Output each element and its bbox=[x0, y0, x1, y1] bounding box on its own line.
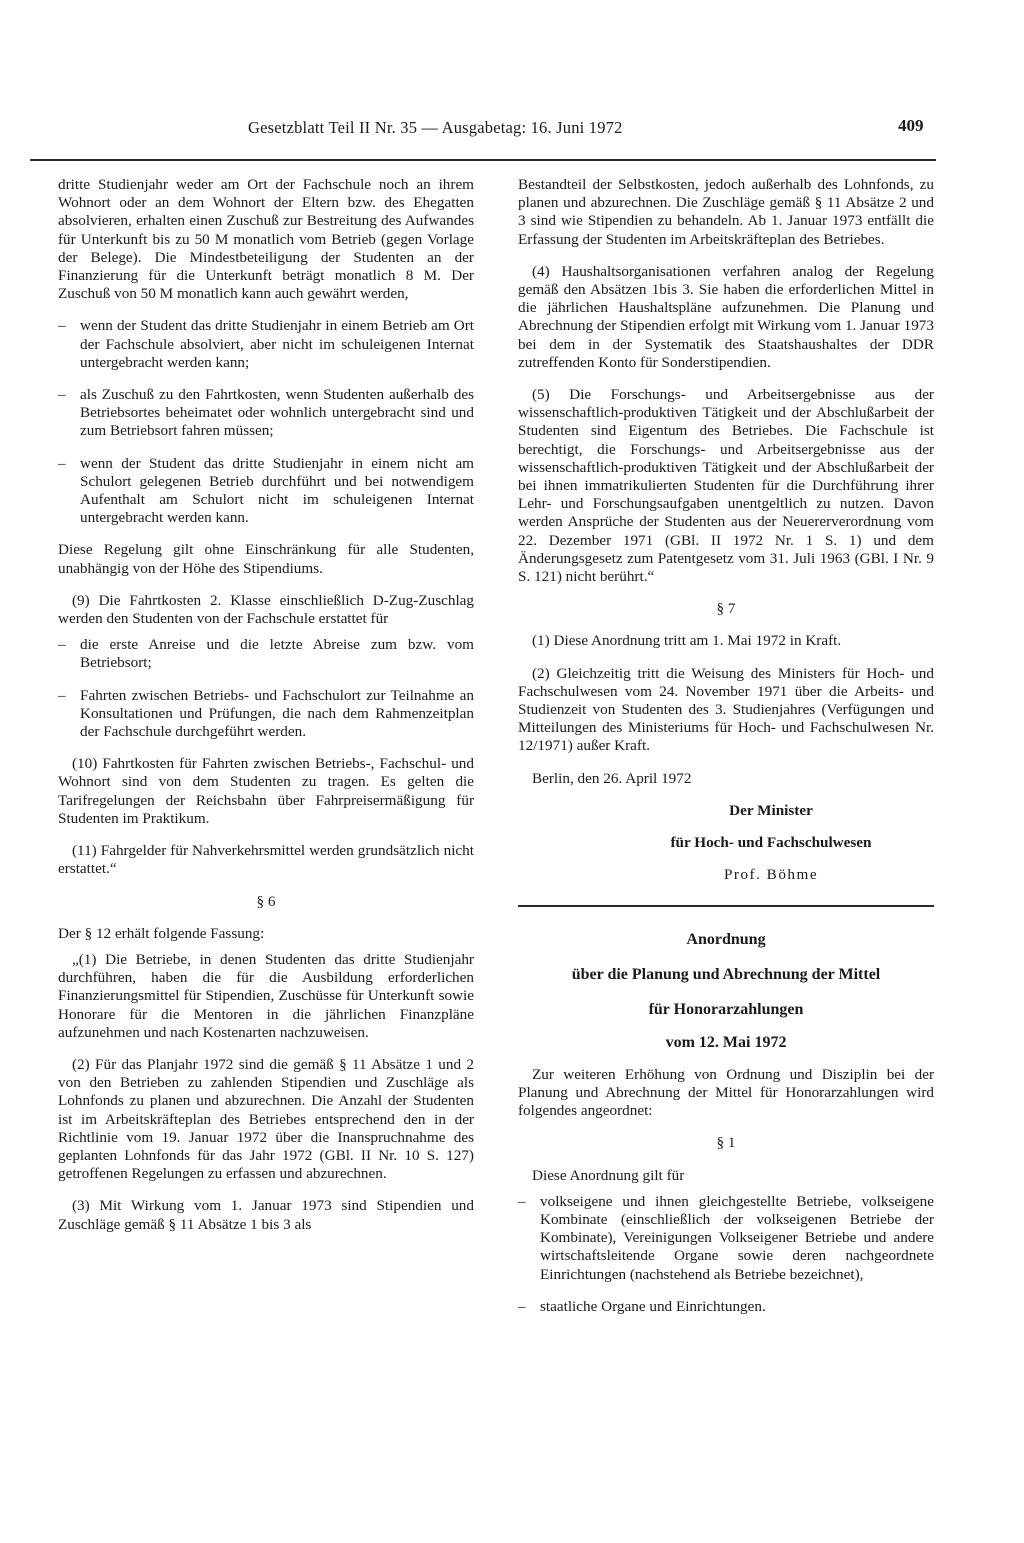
dash-item: – als Zuschuß zu den Fahrtkosten, wenn Studenten außerhalb des Betriebsortes beheimatet oder wohnlich untergebracht sind und zum Betriebsort fahren müssen; bbox=[58, 386, 474, 441]
paragraph: (9) Die Fahrtkosten 2. Klasse einschließlich D-Zug-Zuschlag werden den Studenten von der Fachschule erstattet für bbox=[58, 591, 474, 628]
section-divider bbox=[518, 905, 934, 907]
header-rule bbox=[30, 159, 936, 161]
paragraph: „(1) Die Betriebe, in denen Studenten das dritte Studienjahr durchführen, haben die für die Ausbildung erforderlichen Finanzierungsmittel für Stipendien, Zuschüsse für Unterkunft sowie Honorare für die Mentoren in die jährlichen Finanzpläne aufzunehmen und nach Kostenarten nachzuweisen. bbox=[58, 950, 474, 1041]
paragraph: (1) Diese Anordnung tritt am 1. Mai 1972 in Kraft. bbox=[532, 632, 842, 650]
paragraph: Der § 12 erhält folgende Fassung: bbox=[58, 924, 265, 942]
document-date: vom 12. Mai 1972 bbox=[665, 1033, 787, 1051]
paragraph: (4) Haushaltsorganisationen verfahren analog der Regelung gemäß den Absätzen 1bis 3. Sie haben die erforderlichen Mittel in die jährlichen Haushaltspläne aufzunehmen. Die Planung und Abrechnung der Stipendien erfolgt mit Wirkung vom 1. Januar 1973 bei dem in der Systematik des Staatshaushaltes der DDR zutreffenden Konto für Sonderstipendien. bbox=[518, 262, 934, 371]
dash-item: – volkseigene und ihnen gleichgestellte Betriebe, volkseigene Kombinate (einschließlich der volkseigenen Betriebe der Kombinate), Vereinigungen Volkseigener Betriebe und andere wirtschaftsleitende Organe sowie deren nachgeordnete Einrichtungen (nachstehend als Betriebe bezeichnet), bbox=[518, 1193, 934, 1284]
section-heading: § 7 bbox=[716, 600, 736, 618]
paragraph: Diese Regelung gilt ohne Einschränkung für alle Studenten, unabhängig von der Höhe des Stipendiums. bbox=[58, 541, 474, 577]
paragraph: (2) Gleichzeitig tritt die Weisung des Ministers für Hoch- und Fachschulwesen vom 24. November 1971 über die Arbeits- und Studienzeit von Studenten des 3. Studienjahres (Verfügungen und Mitteilungen des Ministeriums für Hoch- und Fachschulwesen Nr. 12/1971) außer Kraft. bbox=[518, 664, 934, 755]
page-header bbox=[30, 118, 990, 146]
paragraph: Zur weiteren Erhöhung von Ordnung und Disziplin bei der Planung und Abrechnung der Mittel für Honorarzahlungen wird folgendes angeordnet: bbox=[518, 1065, 934, 1120]
paragraph: (2) Für das Planjahr 1972 sind die gemäß § 11 Absätze 1 und 2 von den Betrieben zu zahlenden Stipendien und Zuschläge als Lohnfonds zu planen und abzurechnen. Die Anzahl der Studenten ist im Arbeitskräfteplan des Betriebes entsprechend den in der Richtlinie vom 19. Januar 1972 über die Inanspruchnahme des geplanten Lohnfonds für das Jahr 1972 (GBl. II Nr. 10 S. 127) getroffenen Regelungen zu erfassen und abzurechnen. bbox=[58, 1055, 474, 1183]
paragraph: (3) Mit Wirkung vom 1. Januar 1973 sind Stipendien und Zuschläge gemäß § 11 Absätze 1 bis 3 als bbox=[58, 1197, 474, 1233]
paragraph: Diese Anordnung gilt für bbox=[532, 1166, 685, 1184]
section-heading: § 6 bbox=[256, 892, 276, 910]
left-column bbox=[58, 176, 474, 1248]
paragraph: (5) Die Forschungs- und Arbeitsergebnisse aus der wissenschaftlich-produktiven Tätigkeit und der Abschlußarbeit der Studenten sind Eigentum des Betriebes. Die Fachschule ist berechtigt, die Forschungs- und Arbeitsergebnisse aus der wissenschaftlich-produktiven Tätigkeit und der Abschlußarbeit der bei ihnen immatrikulierten Studenten für die Durchführung ihrer Lehr- und Forschungsaufgaben unentgeltlich zu nutzen. Davon werden Ansprüche der Studenten aus der Neuererverordnung vom 22. Dezember 1971 (GBl. II 1972 Nr. 1 S. 1) und dem Änderungsgesetz zum Patentgesetz vom 31. Juli 1963 (GBl. I Nr. 9 S. 121) nicht berührt.“ bbox=[518, 386, 934, 586]
paragraph: (10) Fahrtkosten für Fahrten zwischen Betriebs-, Fachschul- und Wohnort sind von dem Studenten zu tragen. Es gelten die Tarifregelungen der Reichsbahn über Fahrpreisermäßigung für Studenten im Praktikum. bbox=[58, 755, 474, 827]
document-heading: über die Planung und Abrechnung der Mittel bbox=[571, 965, 881, 983]
date-line: Berlin, den 26. April 1972 bbox=[532, 769, 692, 787]
dash-item: – die erste Anreise und die letzte Abreise zum bzw. vom Betriebsort; bbox=[58, 636, 474, 672]
paragraph: dritte Studienjahr weder am Ort der Fachschule noch an ihrem Wohnort oder an dem Wohnort der Eltern bzw. des Ehegatten absolvieren, erhalten einen Zuschuß zur Bestreitung des Aufwandes für Unterkunft bis zu 50 M monatlich vom Betrieb (gegen Vorlage der Belege). Die Mindestbeteiligung der Studenten an der Finanzierung für die Unterkunft beträgt monatlich 8 M. Der Zuschuß von 50 M monatlich kann auch gewährt werden, bbox=[58, 176, 474, 303]
dash-item: – wenn der Student das dritte Studienjahr in einem nicht am Schulort gelegenen Betrieb durchführt und bei notwendigem Aufenthalt am Schulort nicht im schuleigenen Internat untergebracht werden kann. bbox=[58, 455, 474, 528]
signature-ministry: für Hoch- und Fachschulwesen bbox=[670, 834, 872, 852]
paragraph: Bestandteil der Selbstkosten, jedoch außerhalb des Lohnfonds, zu planen und abzurechnen. Die Zuschläge gemäß § 11 Absätze 2 und 3 sind wie Stipendien zu behandeln. Ab 1. Januar 1973 entfällt die Erfassung der Studenten im Arbeitskräfteplan des Betriebes. bbox=[518, 176, 934, 248]
header-title: Gesetzblatt Teil II Nr. 35 — Ausgabetag: 16. Juni 1972 bbox=[248, 118, 623, 137]
dash-item: – Fahrten zwischen Betriebs- und Fachschulort zur Teilnahme an Konsultationen und Prüfungen, die nach dem Rahmenzeitplan der Fachschule durchgeführt werden. bbox=[58, 687, 474, 742]
signature-name: Prof. Böhme bbox=[723, 866, 819, 884]
section-heading: § 1 bbox=[716, 1134, 736, 1152]
page-number: 409 bbox=[898, 116, 924, 135]
document-heading: für Honorarzahlungen bbox=[648, 1000, 804, 1018]
dash-item: – wenn der Student das dritte Studienjahr in einem Betrieb am Ort der Fachschule absolviert, aber nicht im schuleigenen Internat untergebracht werden kann; bbox=[58, 317, 474, 372]
dash-item: – staatliche Organe und Einrichtungen. bbox=[518, 1298, 934, 1316]
paragraph: (11) Fahrgelder für Nahverkehrsmittel werden grundsätzlich nicht erstattet.“ bbox=[58, 842, 474, 878]
document-heading: Anordnung bbox=[686, 930, 766, 948]
signature-title: Der Minister bbox=[729, 801, 813, 819]
right-column bbox=[518, 176, 934, 1330]
